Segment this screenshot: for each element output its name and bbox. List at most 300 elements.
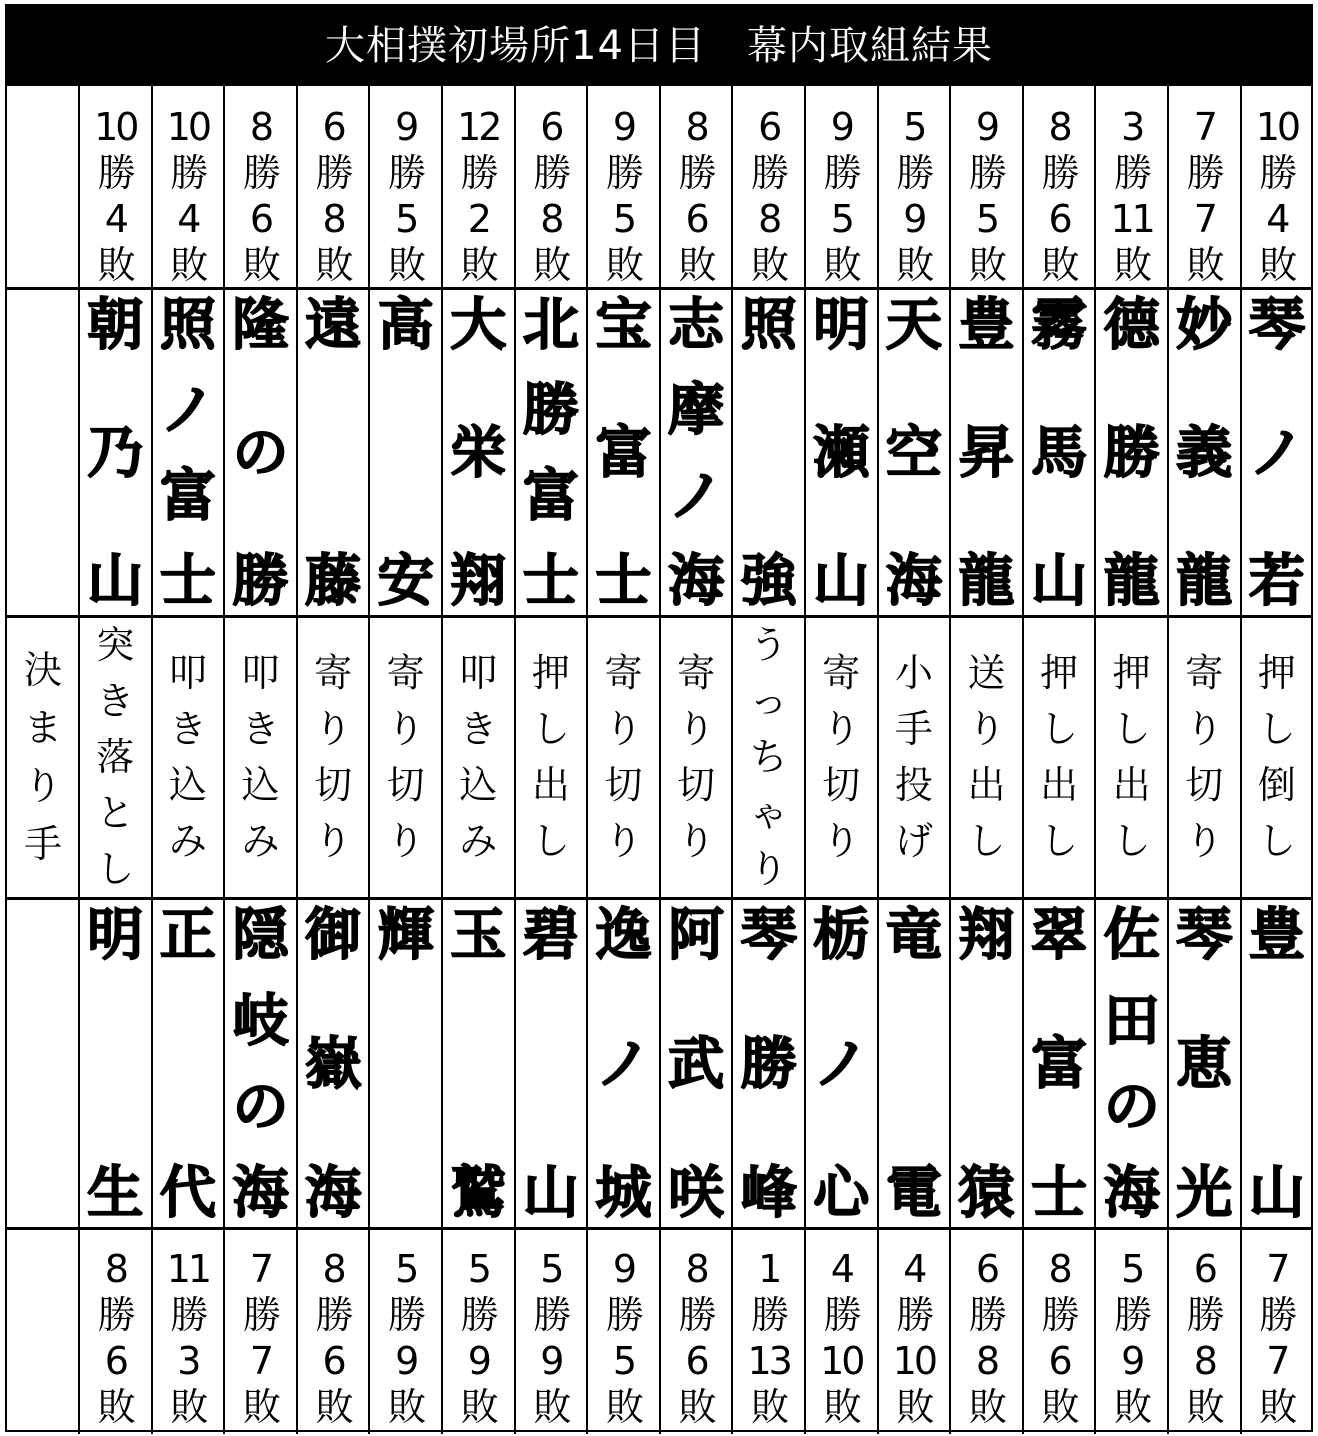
east-rikishi-cell xyxy=(879,288,950,616)
west-rikishi-cell xyxy=(298,898,369,1228)
east-rikishi-char: 龍 xyxy=(1176,548,1233,614)
west-record-char: 6 xyxy=(1048,1339,1070,1383)
west-record-char: 7 xyxy=(249,1339,272,1383)
east-rikishi-char: 安 xyxy=(377,548,434,614)
west-rikishi-cell xyxy=(516,898,587,1228)
east-record-char: 5 xyxy=(830,197,852,241)
west-record-cell xyxy=(153,1228,224,1430)
kimarite-char: き xyxy=(96,679,135,723)
west-rikishi-cell xyxy=(806,898,877,1228)
east-record-char: 敗 xyxy=(1114,243,1150,287)
kimarite-char: ゃ xyxy=(749,791,788,835)
west-record-cell xyxy=(879,1228,950,1430)
kimarite-char: 寄 xyxy=(314,651,353,695)
east-rikishi-cell xyxy=(1096,288,1167,616)
west-record-char: 敗 xyxy=(1041,1385,1077,1429)
east-rikishi-char: 志 xyxy=(668,292,725,358)
east-record-char: 9 xyxy=(395,105,417,149)
kimarite-cell xyxy=(516,616,587,898)
west-record-char: 9 xyxy=(612,1247,635,1291)
east-rikishi-char: 山 xyxy=(1031,548,1088,614)
east-rikishi-cell xyxy=(1024,288,1095,616)
kimarite-char: り xyxy=(677,707,716,751)
west-record-cell xyxy=(80,1228,151,1430)
kimarite-char: 叩 xyxy=(241,651,280,695)
east-record-char: 9 xyxy=(830,105,852,149)
west-rikishi-char: 琴 xyxy=(740,902,797,968)
kimarite-char: 出 xyxy=(1112,763,1151,807)
east-record-char: 4 xyxy=(177,197,199,241)
east-record-char: 11 xyxy=(1110,197,1153,241)
east-rikishi-cell xyxy=(951,288,1022,616)
west-record-char: 7 xyxy=(1266,1339,1288,1383)
west-record-char: 5 xyxy=(612,1339,635,1383)
kimarite-cell xyxy=(661,616,732,898)
west-rikishi-char: 士 xyxy=(1031,1160,1088,1226)
kimarite-char: り xyxy=(677,819,716,863)
west-rikishi-char: 心 xyxy=(813,1160,870,1226)
east-rikishi-char: 龍 xyxy=(958,548,1015,614)
east-rikishi-cell xyxy=(588,288,659,616)
west-rikishi-char: 海 xyxy=(232,1160,289,1226)
kimarite-cell xyxy=(153,616,224,898)
kimarite-cell xyxy=(80,616,151,898)
west-record-char: 敗 xyxy=(388,1385,424,1429)
east-rikishi-char: 山 xyxy=(87,548,144,614)
kimarite-char: 寄 xyxy=(822,651,861,695)
west-rikishi-char: 峰 xyxy=(740,1160,797,1226)
west-record-char: 8 xyxy=(104,1247,126,1291)
west-rikishi-cell xyxy=(879,898,950,1228)
west-record-char: 10 xyxy=(820,1339,863,1383)
west-rikishi-char: 恵 xyxy=(1176,1031,1233,1097)
east-record-char: 敗 xyxy=(751,243,787,287)
east-rikishi-char: 乃 xyxy=(87,420,144,486)
kimarite-char: 押 xyxy=(1112,651,1151,695)
west-rikishi-char: 輝 xyxy=(377,902,434,968)
west-record-char: 8 xyxy=(1048,1247,1070,1291)
east-rikishi-char: ノ xyxy=(668,462,725,529)
kimarite-char: し xyxy=(1257,707,1296,751)
kimarite-char: み xyxy=(241,819,280,863)
west-record-char: 4 xyxy=(830,1247,852,1291)
west-record-char: 8 xyxy=(1193,1339,1215,1383)
east-record-char: 敗 xyxy=(896,243,932,287)
west-rikishi-char: 御 xyxy=(305,902,362,968)
kimarite-char: 切 xyxy=(677,763,716,807)
east-record-char: 12 xyxy=(457,105,500,149)
east-rikishi-char: 朝 xyxy=(87,292,144,358)
kimarite-char: げ xyxy=(894,819,933,863)
west-record-char: 勝 xyxy=(678,1293,714,1337)
east-record-char: 10 xyxy=(1255,105,1299,149)
west-record-char: 6 xyxy=(104,1339,126,1383)
west-record-cell xyxy=(661,1228,732,1430)
east-record-char: 7 xyxy=(1193,197,1215,241)
east-rikishi-char: 士 xyxy=(522,547,579,614)
east-record-char: 勝 xyxy=(170,151,206,195)
east-rikishi-cell xyxy=(80,288,151,616)
east-record-char: 勝 xyxy=(605,151,641,195)
east-record-char: 勝 xyxy=(1186,151,1222,195)
west-rikishi-char: 武 xyxy=(668,1031,725,1097)
west-record-char: 7 xyxy=(249,1247,272,1291)
west-record-char: 勝 xyxy=(315,1293,351,1337)
east-record-char: 勝 xyxy=(968,151,1004,195)
east-record-cell xyxy=(1169,86,1240,288)
kimarite-char: 切 xyxy=(604,763,643,807)
west-record-char: 勝 xyxy=(1114,1293,1150,1337)
east-record-char: 9 xyxy=(903,197,925,241)
east-record-char: 勝 xyxy=(1259,151,1295,195)
east-rikishi-char: 勝 xyxy=(232,548,289,614)
west-rikishi-cell xyxy=(661,898,732,1228)
west-record-char: 勝 xyxy=(533,1293,569,1337)
west-record-char: 5 xyxy=(467,1247,489,1291)
west-record-char: 7 xyxy=(1266,1247,1288,1291)
kimarite-char: し xyxy=(1112,707,1151,751)
kimarite-cell xyxy=(879,616,950,898)
kimarite-char: 叩 xyxy=(168,651,207,695)
east-record-cell xyxy=(661,86,732,288)
west-record-char: 13 xyxy=(747,1339,790,1383)
east-record-char: 10 xyxy=(94,105,137,149)
west-record-char: 8 xyxy=(322,1247,344,1291)
east-record-char: 3 xyxy=(1121,105,1143,149)
east-record-char: 5 xyxy=(903,105,925,149)
west-record-char: 勝 xyxy=(1259,1293,1295,1337)
east-rikishi-char: 士 xyxy=(595,548,652,614)
east-rikishi-cell xyxy=(1242,288,1313,616)
kimarite-cell xyxy=(298,616,369,898)
west-rikishi-char: 玉 xyxy=(450,902,507,968)
west-record-char: 8 xyxy=(685,1247,707,1291)
west-record-char: 敗 xyxy=(460,1385,496,1429)
west-record-char: 5 xyxy=(395,1247,417,1291)
west-record-char: 勝 xyxy=(968,1293,1004,1337)
east-rikishi-char: 若 xyxy=(1248,548,1305,614)
west-rikishi-char: 代 xyxy=(159,1160,216,1226)
kimarite-char: り xyxy=(314,707,353,751)
east-record-cell xyxy=(1242,86,1313,288)
east-rikishi-char: 富 xyxy=(522,462,579,529)
west-record-cell xyxy=(588,1228,659,1430)
east-rikishi-char: 馬 xyxy=(1031,420,1088,486)
east-record-char: 6 xyxy=(685,197,707,241)
east-rikishi-char: 隆 xyxy=(232,292,289,358)
west-rikishi-char: 電 xyxy=(885,1160,942,1226)
west-rikishi-cell xyxy=(588,898,659,1228)
kimarite-char: と xyxy=(96,791,135,835)
east-rikishi-char: 妙 xyxy=(1176,292,1233,358)
west-rikishi-cell xyxy=(1096,898,1167,1228)
east-record-char: 敗 xyxy=(678,243,714,287)
east-record-char: 敗 xyxy=(388,243,424,287)
west-rikishi-char: ノ xyxy=(813,1031,870,1097)
east-record-char: 敗 xyxy=(170,243,206,287)
east-record-char: 敗 xyxy=(242,243,278,287)
kimarite-char: ち xyxy=(749,735,788,779)
east-rikishi-char: 海 xyxy=(885,548,942,614)
kimarite-char: り xyxy=(749,847,788,891)
east-rikishi-cell xyxy=(153,288,224,616)
east-record-cell xyxy=(443,86,514,288)
kimarite-cell xyxy=(443,616,514,898)
west-record-char: 敗 xyxy=(751,1385,787,1429)
east-record-cell xyxy=(1024,86,1095,288)
east-rikishi-char: 空 xyxy=(885,420,942,486)
kimarite-char: り xyxy=(1185,707,1224,751)
kimarite-char: 出 xyxy=(967,763,1006,807)
west-record-char: 敗 xyxy=(678,1385,714,1429)
kimarite-char: り xyxy=(386,819,425,863)
kimarite-char: 切 xyxy=(822,763,861,807)
west-rikishi-char: 琴 xyxy=(1176,902,1233,968)
west-rikishi-cell xyxy=(1024,898,1095,1228)
west-record-cell xyxy=(370,1228,441,1430)
kimarite-char: り xyxy=(822,707,861,751)
west-record-char: 敗 xyxy=(315,1385,351,1429)
east-record-char: 5 xyxy=(612,197,635,241)
east-record-cell xyxy=(370,86,441,288)
east-rikishi-char: 高 xyxy=(377,292,434,358)
kimarite-header: 決 ま り 手 xyxy=(23,648,62,866)
west-record-cell xyxy=(733,1228,804,1430)
east-record-cell xyxy=(153,86,224,288)
west-record-char: 6 xyxy=(685,1339,707,1383)
kimarite-char: し xyxy=(531,707,570,751)
east-rikishi-char: の xyxy=(232,420,289,486)
west-rikishi-char: 海 xyxy=(305,1160,362,1226)
east-rikishi-char: 德 xyxy=(1103,292,1160,358)
west-record-char: 9 xyxy=(467,1339,489,1383)
east-record-char: 勝 xyxy=(460,151,496,195)
east-record-char: 8 xyxy=(540,197,562,241)
west-record-char: 敗 xyxy=(97,1385,133,1429)
east-rikishi-char: 士 xyxy=(159,547,216,614)
table-title: 大相撲初場所14日目 幕内取組結果 xyxy=(7,6,1311,86)
west-record-char: 勝 xyxy=(97,1293,133,1337)
kimarite-char: 寄 xyxy=(604,651,643,695)
kimarite-char: し xyxy=(1040,819,1079,863)
west-rikishi-cell xyxy=(733,898,804,1228)
east-rikishi-char: 富 xyxy=(595,420,652,486)
west-record-char: 8 xyxy=(975,1339,998,1383)
west-record-char: 敗 xyxy=(533,1385,569,1429)
east-record-char: 勝 xyxy=(896,151,932,195)
west-record-char: 敗 xyxy=(968,1385,1004,1429)
east-record-char: 敗 xyxy=(460,243,496,287)
kimarite-char: し xyxy=(1112,819,1151,863)
kimarite-char: 押 xyxy=(531,651,570,695)
east-record-cell xyxy=(951,86,1022,288)
east-record-char: 勝 xyxy=(823,151,859,195)
results-table xyxy=(5,4,1313,1432)
west-record-cell xyxy=(1024,1228,1095,1430)
east-rikishi-cell xyxy=(1169,288,1240,616)
west-rikishi-char: 海 xyxy=(1103,1160,1160,1226)
kimarite-char: 落 xyxy=(96,735,135,779)
east-record-cell xyxy=(298,86,369,288)
east-record-char: 8 xyxy=(249,105,272,149)
west-record-char: 6 xyxy=(975,1247,998,1291)
kimarite-char: し xyxy=(967,819,1006,863)
west-rikishi-char: 佐 xyxy=(1103,902,1160,968)
west-record-char: 勝 xyxy=(751,1293,787,1337)
kimarite-char: 押 xyxy=(1040,651,1079,695)
kimarite-char: 切 xyxy=(1185,763,1224,807)
west-rikishi-char: 岐 xyxy=(232,988,289,1054)
kimarite-cell xyxy=(225,616,296,898)
west-rikishi-char: ノ xyxy=(595,1031,652,1097)
east-rikishi-char: 大 xyxy=(450,292,507,358)
west-rikishi-char: 隠 xyxy=(232,902,289,968)
kimarite-char: り xyxy=(604,819,643,863)
west-record-char: 敗 xyxy=(605,1385,641,1429)
east-record-char: 8 xyxy=(685,105,707,149)
kimarite-char: り xyxy=(822,819,861,863)
kimarite-char: 手 xyxy=(894,707,933,751)
west-record-char: 敗 xyxy=(1114,1385,1150,1429)
east-record-char: 勝 xyxy=(1114,151,1150,195)
east-rikishi-char: 海 xyxy=(668,547,725,614)
kimarite-char: 小 xyxy=(894,651,933,695)
east-record-char: 勝 xyxy=(678,151,714,195)
east-record-char: 勝 xyxy=(533,151,569,195)
west-record-char: 敗 xyxy=(896,1385,932,1429)
kimarite-cell xyxy=(951,616,1022,898)
east-record-char: 勝 xyxy=(315,151,351,195)
west-rikishi-char: 竜 xyxy=(885,902,942,968)
west-rikishi-char: 翔 xyxy=(958,902,1015,968)
kimarite-cell xyxy=(806,616,877,898)
east-rikishi-cell xyxy=(225,288,296,616)
west-record-cell xyxy=(806,1228,877,1430)
kimarite-char: し xyxy=(531,819,570,863)
kimarite-char: 叩 xyxy=(459,651,498,695)
west-record-char: 敗 xyxy=(823,1385,859,1429)
east-record-cell xyxy=(733,86,804,288)
east-record-char: 6 xyxy=(1048,197,1070,241)
east-rikishi-char: 照 xyxy=(740,292,797,358)
east-rikishi-char: ノ xyxy=(159,377,216,444)
east-record-cell xyxy=(80,86,151,288)
east-rikishi-char: 天 xyxy=(885,292,942,358)
east-rikishi-cell xyxy=(806,288,877,616)
east-record-char: 勝 xyxy=(751,151,787,195)
east-record-char: 9 xyxy=(612,105,635,149)
west-rikishi-char: 富 xyxy=(1031,1031,1088,1097)
west-rikishi-cell xyxy=(153,898,224,1228)
kimarite-char: り xyxy=(314,819,353,863)
kimarite-cell xyxy=(588,616,659,898)
east-record-char: 敗 xyxy=(1186,243,1222,287)
kimarite-cell xyxy=(1169,616,1240,898)
east-record-char: 6 xyxy=(249,197,272,241)
west-record-char: 4 xyxy=(903,1247,925,1291)
east-rikishi-char: 藤 xyxy=(305,548,362,614)
east-rikishi-cell xyxy=(661,288,732,616)
west-record-cell xyxy=(225,1228,296,1430)
west-record-char: 1 xyxy=(758,1247,780,1291)
west-rikishi-char: 光 xyxy=(1176,1160,1233,1226)
west-rikishi-char: 豊 xyxy=(1248,902,1305,968)
east-record-char: 2 xyxy=(467,197,489,241)
east-rikishi-char: 勝 xyxy=(522,377,579,444)
kimarite-char: き xyxy=(459,707,498,751)
east-record-char: 8 xyxy=(322,197,344,241)
east-record-char: 8 xyxy=(1048,105,1070,149)
east-record-char: 勝 xyxy=(242,151,278,195)
west-record-cell xyxy=(516,1228,587,1430)
east-rikishi-char: 義 xyxy=(1176,420,1233,486)
east-record-cell xyxy=(806,86,877,288)
east-record-char: 敗 xyxy=(605,243,641,287)
kimarite-char: り xyxy=(967,707,1006,751)
east-record-char: 7 xyxy=(1193,105,1215,149)
west-rikishi-cell xyxy=(80,898,151,1228)
west-record-char: 勝 xyxy=(242,1293,278,1337)
west-rikishi-char: 山 xyxy=(1248,1160,1305,1226)
kimarite-cell xyxy=(733,616,804,898)
east-rikishi-char: 北 xyxy=(522,292,579,358)
west-record-char: 10 xyxy=(892,1339,936,1383)
west-rikishi-cell xyxy=(1242,898,1313,1228)
west-record-cell xyxy=(298,1228,369,1430)
kimarite-char: 寄 xyxy=(677,651,716,695)
west-rikishi-char: 生 xyxy=(87,1160,144,1226)
kimarite-char: 切 xyxy=(386,763,425,807)
east-rikishi-cell xyxy=(370,288,441,616)
east-record-char: 6 xyxy=(758,105,780,149)
kimarite-char: 込 xyxy=(459,763,498,807)
kimarite-char: 投 xyxy=(894,763,933,807)
west-rikishi-cell xyxy=(443,898,514,1228)
kimarite-char: し xyxy=(1257,819,1296,863)
west-rikishi-cell xyxy=(951,898,1022,1228)
kimarite-char: し xyxy=(96,847,135,891)
kimarite-char: き xyxy=(241,707,280,751)
east-rikishi-char: ノ xyxy=(1248,420,1305,486)
west-record-char: 9 xyxy=(540,1339,562,1383)
east-rikishi-char: 山 xyxy=(813,548,870,614)
kimarite-char: 突 xyxy=(96,623,135,667)
west-record-char: 3 xyxy=(177,1339,199,1383)
east-record-char: 5 xyxy=(395,197,417,241)
west-record-char: 6 xyxy=(322,1339,344,1383)
west-record-char: 9 xyxy=(395,1339,417,1383)
east-record-cell xyxy=(879,86,950,288)
west-record-char: 勝 xyxy=(1041,1293,1077,1337)
west-rikishi-cell xyxy=(1169,898,1240,1228)
kimarite-cell xyxy=(1242,616,1313,898)
east-rikishi-cell xyxy=(516,288,587,616)
kimarite-char: う xyxy=(749,623,788,667)
west-rikishi-char: 翠 xyxy=(1031,902,1088,968)
kimarite-char: り xyxy=(1185,819,1224,863)
east-record-char: 10 xyxy=(166,105,210,149)
west-rikishi-char: 咲 xyxy=(668,1160,725,1226)
west-rikishi-char: 山 xyxy=(522,1160,579,1226)
east-rikishi-char: 琴 xyxy=(1248,292,1305,358)
kimarite-char: り xyxy=(386,707,425,751)
east-record-char: 6 xyxy=(540,105,562,149)
east-rikishi-char: 明 xyxy=(813,292,870,358)
east-rikishi-char: 摩 xyxy=(668,377,725,444)
east-record-cell xyxy=(516,86,587,288)
kimarite-char: 押 xyxy=(1257,651,1296,695)
west-record-char: 6 xyxy=(1193,1247,1215,1291)
